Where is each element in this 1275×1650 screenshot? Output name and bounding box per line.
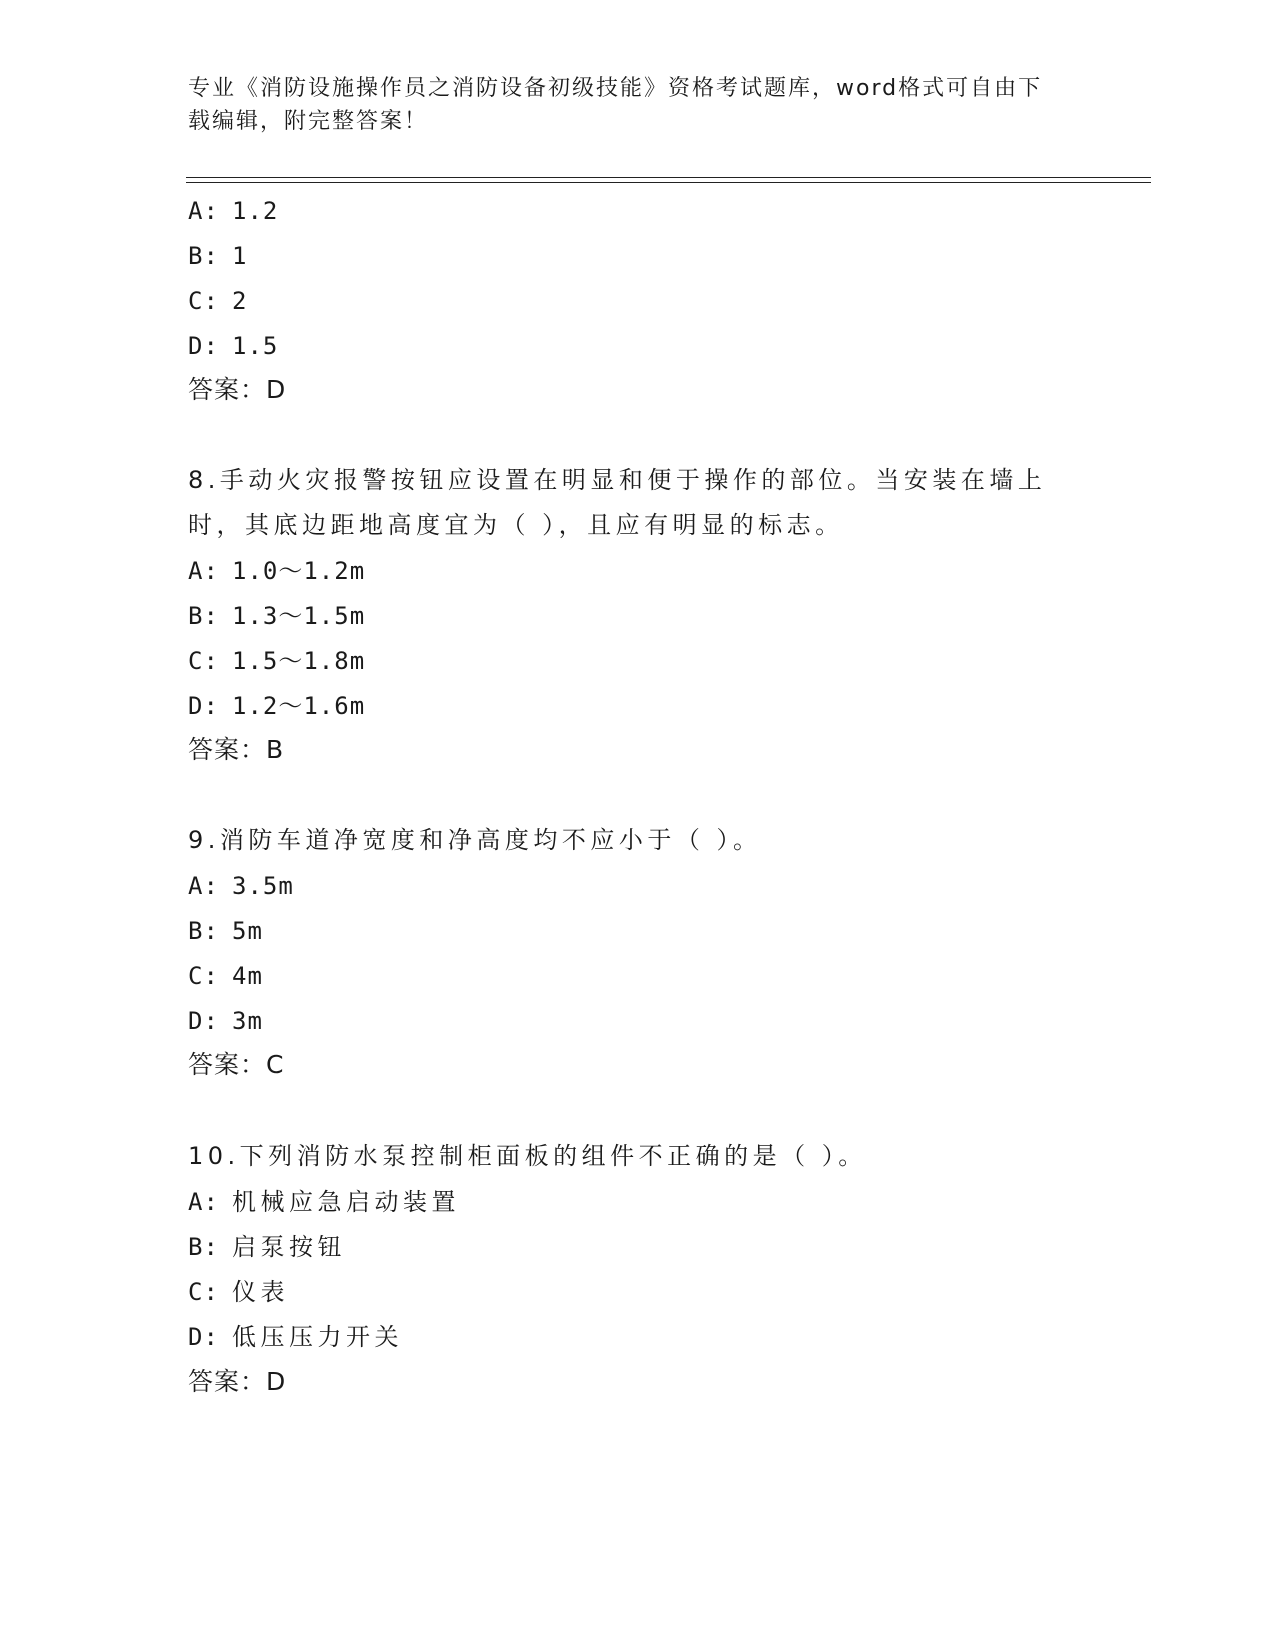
q9-question-line-1: 9.消防车道净宽度和净高度均不应小于（ ）。 — [188, 826, 762, 854]
q7-answer: 答案：D — [188, 375, 287, 404]
q7-option-d: D: 1.5 — [188, 332, 279, 360]
document-header — [188, 72, 1088, 138]
header-line-2: 载编辑，附完整答案！ — [188, 109, 429, 134]
q7-option-a: A: 1.2 — [188, 197, 279, 225]
q10-option-d: D: 低压压力开关 — [188, 1323, 403, 1351]
q9-option-a: A: 3.5m — [188, 872, 294, 900]
q10-question-line-1: 10.下列消防水泵控制柜面板的组件不正确的是（ ）。 — [188, 1142, 867, 1170]
q10-answer: 答案：D — [188, 1367, 287, 1396]
q8-option-c: C: 1.5～1.8m — [188, 647, 366, 675]
q8-option-b: B: 1.3～1.5m — [188, 602, 366, 630]
q7-option-c: C: 2 — [188, 287, 248, 315]
q8-question-line-1: 8.手动火灾报警按钮应设置在明显和便于操作的部位。当安装在墙上 — [188, 466, 1047, 494]
q9-option-d: D: 3m — [188, 1007, 263, 1035]
q10-option-b: B: 启泵按钮 — [188, 1233, 346, 1261]
q8-option-a: A: 1.0～1.2m — [188, 557, 366, 585]
header-divider-bottom — [186, 182, 1151, 183]
q9-option-b: B: 5m — [188, 917, 263, 945]
q9-answer: 答案：C — [188, 1050, 285, 1079]
q8-option-d: D: 1.2～1.6m — [188, 692, 366, 720]
q10-option-a: A: 机械应急启动装置 — [188, 1188, 460, 1216]
header-divider-top — [186, 177, 1151, 178]
q8-question-line-2: 时，其底边距地高度宜为（ ），且应有明显的标志。 — [188, 511, 844, 539]
q7-option-b: B: 1 — [188, 242, 248, 270]
q8-answer: 答案：B — [188, 735, 285, 764]
header-line-1: 专业《消防设施操作员之消防设备初级技能》资格考试题库，word格式可自由下 — [188, 76, 1043, 101]
q9-option-c: C: 4m — [188, 962, 263, 990]
q10-option-c: C: 仪表 — [188, 1278, 289, 1306]
